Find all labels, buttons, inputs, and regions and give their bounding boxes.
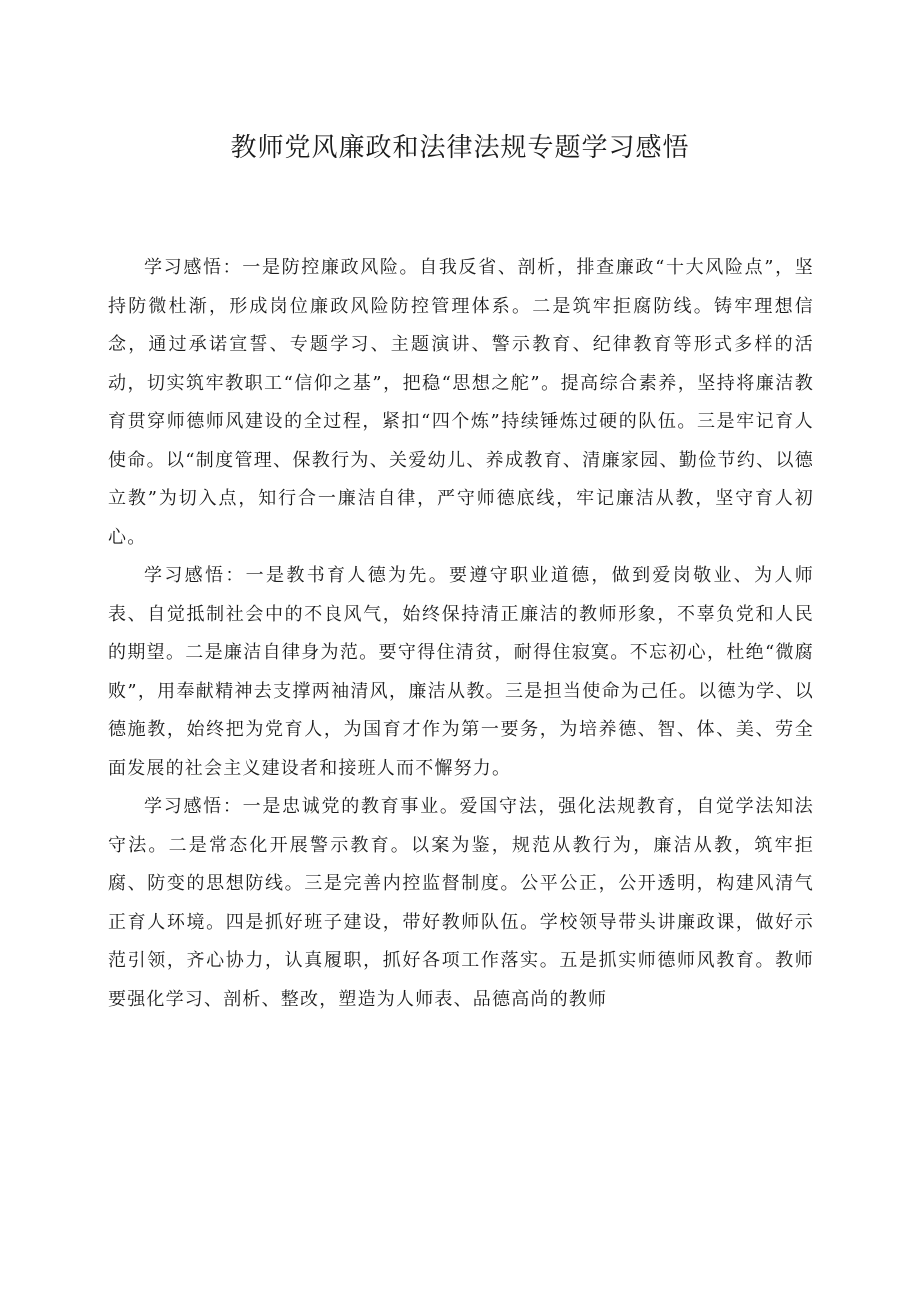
paragraph-2: 学习感悟：一是教书育人德为先。要遵守职业道德，做到爱岗敬业、为人师表、自觉抵制社会中的不良风气，始终保持清正廉洁的教师形象，不辜负党和人民的期望。二是廉洁自律身为范。要守得住清贫，耐得住寂寞。不忘初心，杜绝“微腐败”，用奉献精神去支撑两袖清风，廉洁从教。三是担当使命为己任。以德为学、以德施教，始终把为党育人，为国育才作为第一要务，为培养德、智、体、美、劳全面发展的社会主义建设者和接班人而不懈努力。 [108, 565, 814, 779]
paragraph-1: 学习感悟：一是防控廉政风险。自我反省、剖析，排查廉政“十大风险点”，坚持防微杜渐，形成岗位廉政风险防控管理体系。二是筑牢拒腐防线。铸牢理想信念，通过承诺宣誓、专题学习、主题演讲、警示教育、纪律教育等形式多样的活动，切实筑牢教职工“信仰之基”，把稳“思想之舵”。提高综合素养，坚持将廉洁教育贯穿师德师风建设的全过程，紧扣“四个炼”持续锤炼过硬的队伍。三是牢记育人使命。以“制度管理、保教行为、关爱幼儿、养成教育、清廉家园、勤俭节约、以德立教”为切入点，知行合一廉洁自律，严守师德底线，牢记廉洁从教，坚守育人初心。 [108, 257, 814, 548]
document-title: 教师党风廉政和法律法规专题学习感悟 [230, 133, 690, 163]
paragraph-3: 学习感悟：一是忠诚党的教育事业。爱国守法，强化法规教育，自觉学法知法守法。二是常态化开展警示教育。以案为鉴，规范从教行为，廉洁从教，筑牢拒腐、防变的思想防线。三是完善内控监督制度。公平公正，公开透明，构建风清气正育人环境。四是抓好班子建设，带好教师队伍。学校领导带头讲廉政课，做好示范引领，齐心协力，认真履职，抓好各项工作落实。五是抓实师德师风教育。教师要强化学习、剖析、整改，塑造为人师表、品德高尚的教师 [108, 796, 814, 1010]
document-body [108, 249, 814, 1019]
